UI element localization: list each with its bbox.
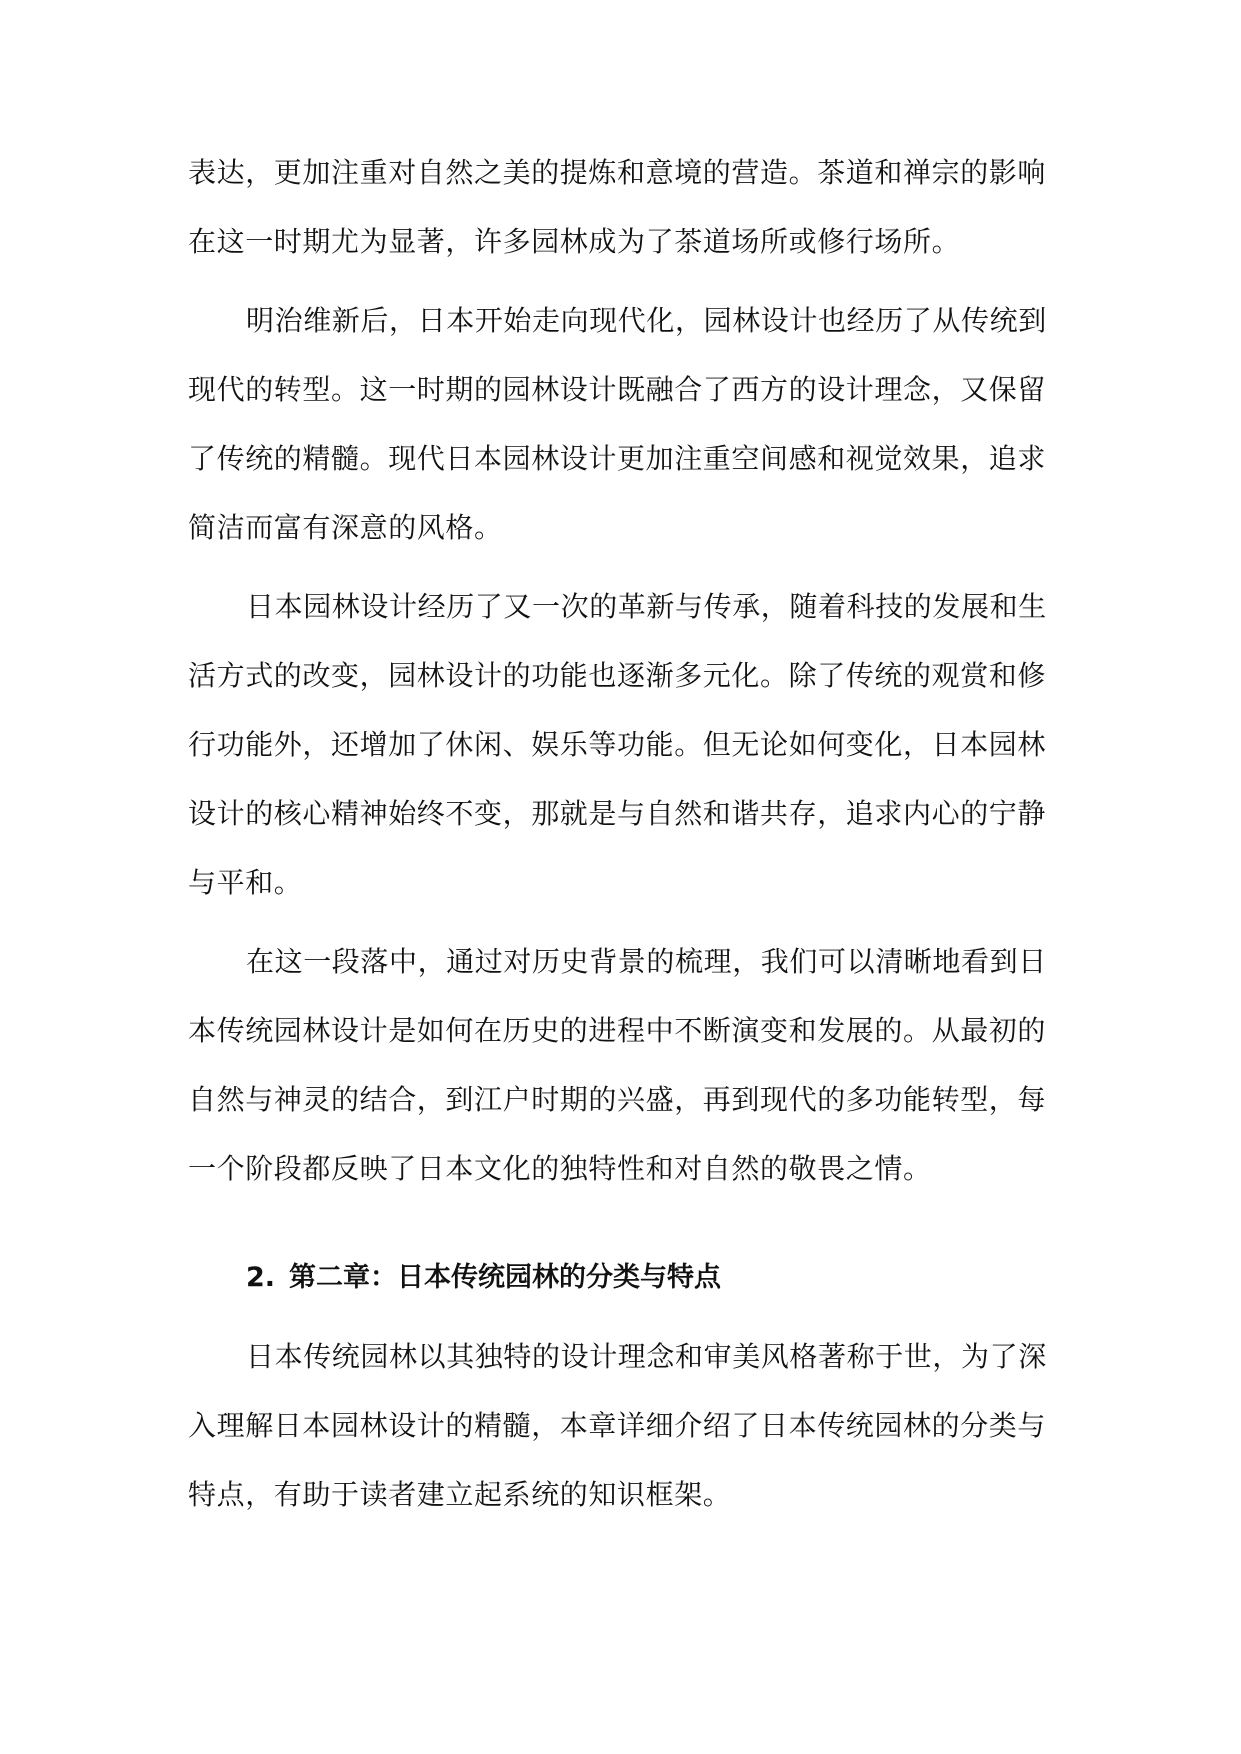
- page-content: [188, 138, 1058, 1529]
- paragraph: [188, 572, 1058, 917]
- paragraph: [188, 138, 1058, 276]
- text-line: 入理解日本园林设计的精髓，本章详细介绍了日本传统园林的分类与: [188, 1409, 1047, 1442]
- text-line: 表达，更加注重对自然之美的提炼和意境的营造。茶道和禅宗的影响: [188, 156, 1047, 189]
- text-line: 在这一段落中，通过对历史背景的梳理，我们可以清晰地看到日: [246, 945, 1047, 978]
- text-line: 日本园林设计经历了又一次的革新与传承，随着科技的发展和生: [246, 590, 1047, 623]
- text-line: 行功能外，还增加了休闲、娱乐等功能。但无论如何变化，日本园林: [188, 728, 1047, 761]
- text-line: 自然与神灵的结合，到江户时期的兴盛，再到现代的多功能转型，每: [188, 1083, 1047, 1116]
- text-line: 了传统的精髓。现代日本园林设计更加注重空间感和视觉效果，追求: [188, 442, 1047, 475]
- heading-title: 第二章：日本传统园林的分类与特点: [289, 1262, 722, 1293]
- text-line: 与平和。: [188, 866, 303, 899]
- text-line: 一个阶段都反映了日本文化的独特性和对自然的敬畏之情。: [188, 1152, 932, 1185]
- text-line: 设计的核心精神始终不变，那就是与自然和谐共存，追求内心的宁静: [188, 797, 1047, 830]
- heading-number: 2.: [246, 1262, 276, 1293]
- text-line: 本传统园林设计是如何在历史的进程中不断演变和发展的。从最初的: [188, 1014, 1047, 1047]
- paragraph: [188, 927, 1058, 1203]
- chapter-heading: [188, 1243, 1058, 1312]
- text-line: 现代的转型。这一时期的园林设计既融合了西方的设计理念，又保留: [188, 373, 1047, 406]
- paragraph: [188, 1322, 1058, 1529]
- text-line: 活方式的改变，园林设计的功能也逐渐多元化。除了传统的观赏和修: [188, 659, 1047, 692]
- text-line: 日本传统园林以其独特的设计理念和审美风格著称于世，为了深: [246, 1340, 1047, 1373]
- text-line: 简洁而富有深意的风格。: [188, 511, 503, 544]
- text-line: 在这一时期尤为显著，许多园林成为了茶道场所或修行场所。: [188, 225, 961, 258]
- text-line: 特点，有助于读者建立起系统的知识框架。: [188, 1478, 732, 1511]
- text-line: 明治维新后，日本开始走向现代化，园林设计也经历了从传统到: [246, 304, 1047, 337]
- paragraph: [188, 286, 1058, 562]
